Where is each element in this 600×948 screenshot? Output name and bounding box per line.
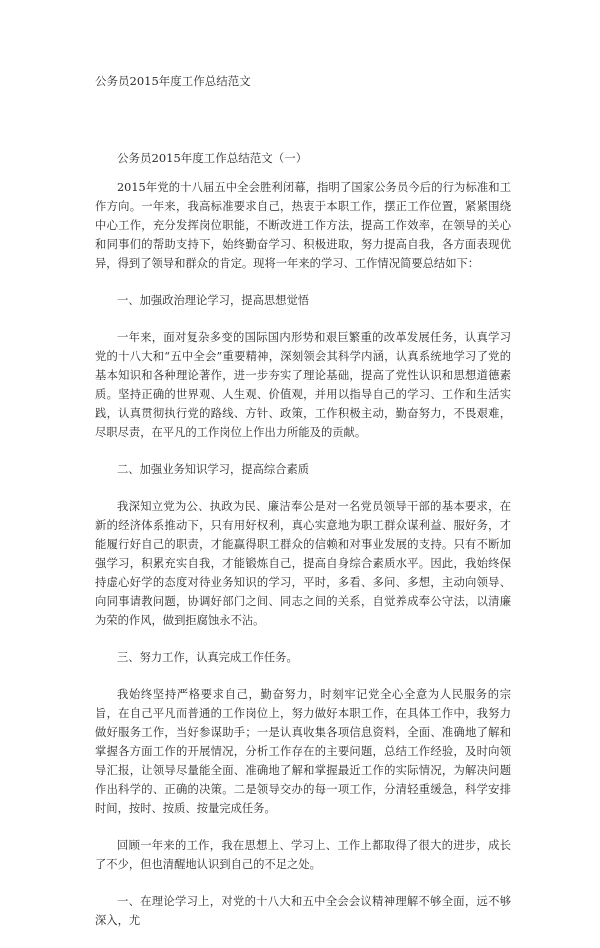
review-paragraph: 回顾一年来的工作，我在思想上、学习上、工作上都取得了很大的进步，成长了不少，但也清醒地认识到自己的不足之处。	[95, 839, 511, 871]
document-title: 公务员2015年度工作总结范文	[95, 74, 251, 88]
section-body-2: 我深知立党为公、执政为民、廉洁奉公是对一名党员领导干部的基本要求，在新的经济体系推动下，只有用好权利，真心实意地为职工群众谋利益、服好务，才能履行好自己的职责，才能赢得职工群众的信赖和对事业发展的支持。只有不断加强学习，积累充实自我，才能锻炼自己，提高自身综合素质水平。因此，我始终保持虚心好学的态度对待业务知识的学习，平时，多看、多问、多想，主动向领导、向同事请教问题，协调好部门之间、同志之间的关系，自觉养成奉公守法，以清廉为荣的作风，做到拒腐蚀永不沾。	[95, 500, 511, 627]
intro-paragraph: 2015年党的十八届五中全会胜利闭幕，指明了国家公务员今后的行为标准和工作方向。一年来，我高标准要求自己，热衷于本职工作，摆正工作位置，紧紧围绕中心工作，充分发挥岗位职能，不断改进工作方法，提高工作效率，在领导的关心和同事们的帮助支持下，始终勤奋学习、积极进取，努力提高自我，各方面表现优异，得到了领导和群众的肯定。现将一年来的学习、工作情况简要总结如下：	[95, 181, 511, 270]
section-body-1: 一年来，面对复杂多变的国际国内形势和艰巨繁重的改革发展任务，认真学习党的十八大和“五中全会”重要精神，深刻领会其科学内涵，认真系统地学习了党的基本知识和各种理论著作，进一步夯实了理论基础，提高了党性认识和思想道德素质。坚持正确的世界观、人生观、价值观，并用以指导自己的学习、工作和生活实践，认真贯彻执行党的路线、方针、政策，工作积极主动，勤奋努力，不畏艰难，尽职尽责，在平凡的工作岗位上作出力所能及的贡献。	[95, 331, 511, 439]
shortcoming-paragraph: 一、在理论学习上，对党的十八大和五中全会会议精神理解不够全面，远不够深入，尤	[95, 895, 511, 927]
section-heading-1: 一、加强政治理论学习，提高思想觉悟	[117, 294, 310, 307]
document-subtitle: 公务员2015年度工作总结范文（一）	[117, 151, 308, 165]
section-heading-2: 二、加强业务知识学习，提高综合素质	[117, 463, 310, 476]
section-body-3: 我始终坚持严格要求自己，勤奋努力，时刻牢记党全心全意为人民服务的宗旨，在自己平凡而普通的工作岗位上，努力做好本职工作，在具体工作中，我努力做好服务工作，当好参谋助手；一是认真收集各项信息资料，全面、准确地了解和掌握各方面工作的开展情况，分析工作存在的主要问题，总结工作经验，及时向领导汇报，让领导尽量能全面、准确地了解和掌握最近工作的实际情况，为解决问题作出科学的、正确的决策。二是领导交办的每一项工作，分清轻重缓急，科学安排时间，按时、按质、按量完成任务。	[95, 688, 511, 815]
section-heading-3: 三、努力工作，认真完成工作任务。	[117, 651, 298, 664]
document-body	[95, 150, 511, 948]
